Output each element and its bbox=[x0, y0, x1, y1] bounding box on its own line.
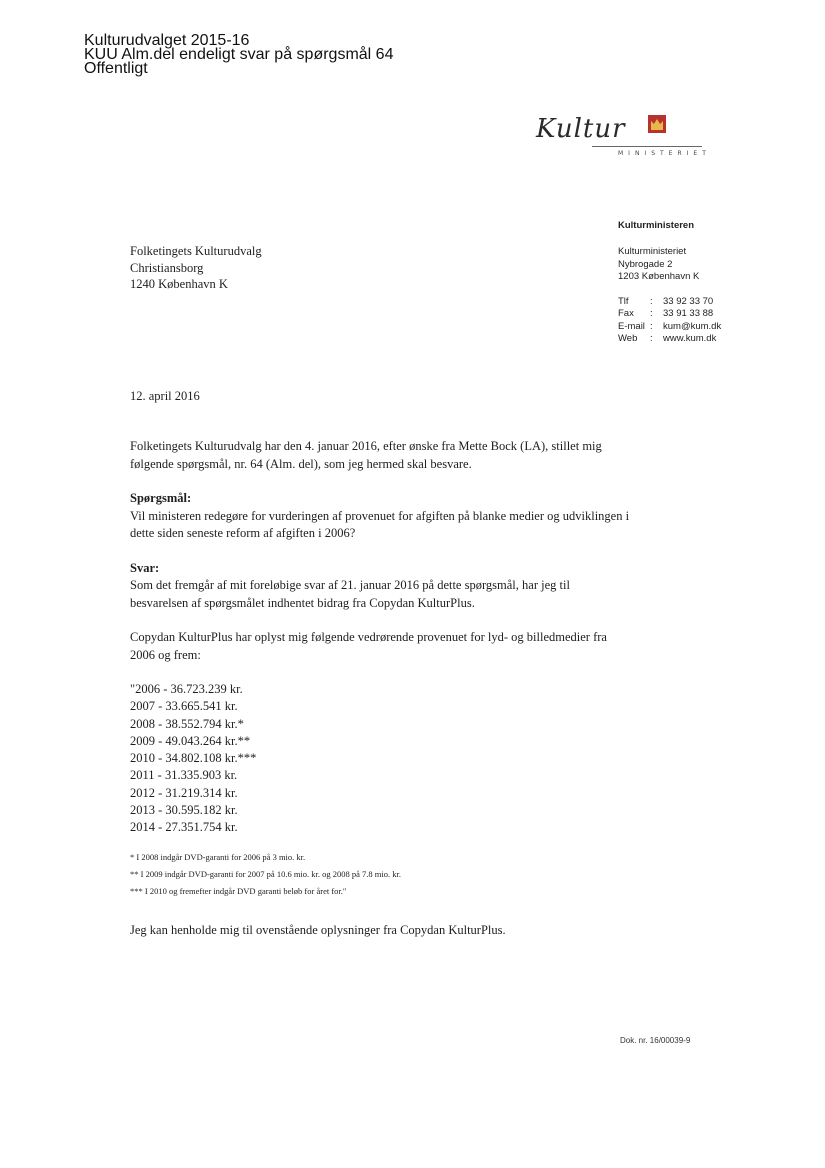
question-text: Vil ministeren redegøre for vurderingen af provenuet for afgiften på blanke medier og udviklingen i dette siden seneste reform af afgiften i 2006? bbox=[130, 508, 630, 540]
contact-separator: : bbox=[650, 333, 653, 344]
contact-row-phone bbox=[618, 296, 721, 309]
logo-rule bbox=[592, 146, 702, 147]
contact-row-web bbox=[618, 333, 721, 346]
revenue-list bbox=[130, 681, 630, 837]
contact-value: kum@kum.dk bbox=[663, 320, 722, 332]
revenue-item: 2014 - 27.351.754 kr. bbox=[130, 820, 238, 835]
question-section bbox=[130, 490, 630, 543]
contact-separator: : bbox=[650, 320, 653, 332]
contact-value: 33 92 33 70 bbox=[663, 295, 714, 307]
stamp-reference: KUU Alm.del endeligt svar på spørgsmål 64 bbox=[84, 46, 394, 63]
letter-date: 12. april 2016 bbox=[130, 389, 200, 403]
question-heading: Spørgsmål: bbox=[130, 491, 192, 505]
answer-heading: Svar: bbox=[130, 560, 160, 575]
stamp-status: Offentligt bbox=[84, 60, 148, 77]
recipient-address bbox=[130, 243, 262, 293]
footnotes bbox=[130, 849, 630, 900]
answer-lead: Copydan KulturPlus har oplyst mig følgende vedrørende provenuet for lyd- og billedmedier fra 2006 og frem: bbox=[130, 630, 607, 662]
letter-body bbox=[130, 438, 630, 956]
revenue-item: 2012 - 31.219.314 kr. bbox=[130, 785, 238, 800]
sender-address bbox=[618, 246, 721, 284]
contact-table bbox=[618, 296, 721, 346]
sender-block bbox=[618, 220, 721, 346]
contact-row-email bbox=[618, 321, 721, 334]
recipient-line: Christiansborg bbox=[130, 260, 204, 275]
revenue-item: 2013 - 30.595.182 kr. bbox=[130, 803, 238, 818]
answer-text: Som det fremgår af mit foreløbige svar af 21. januar 2016 på dette spørgsmål, har jeg til besvarelsen af spørgsmålet indhentet bidrag fra Copydan KulturPlus. bbox=[130, 578, 570, 610]
revenue-item: 2009 - 49.043.264 kr.** bbox=[130, 733, 251, 748]
crown-icon bbox=[648, 115, 666, 133]
footnote: ** I 2009 indgår DVD-garanti for 2007 på 10.6 mio. kr. og 2008 på 7.8 mio. kr. bbox=[130, 868, 402, 879]
footnote: *** I 2010 og fremefter indgår DVD garanti beløb for året for." bbox=[130, 885, 347, 896]
ministry-logo bbox=[528, 114, 728, 162]
document-number: Dok. nr. 16/00039-9 bbox=[620, 1036, 691, 1045]
logo-subtitle: MINISTERIET bbox=[618, 150, 711, 157]
contact-row-fax bbox=[618, 308, 721, 321]
revenue-item: 2010 - 34.802.108 kr.*** bbox=[130, 751, 257, 766]
revenue-item: 2008 - 38.552.794 kr.* bbox=[130, 716, 244, 731]
sender-address-line: Kulturministeriet bbox=[618, 246, 687, 257]
recipient-line: 1240 København K bbox=[130, 277, 228, 291]
revenue-item: "2006 - 36.723.239 kr. bbox=[130, 682, 243, 696]
stamp-committee: Kulturudvalget 2015-16 bbox=[84, 32, 250, 49]
contact-label: Fax bbox=[618, 308, 634, 319]
sender-title: Kulturministeren bbox=[618, 220, 695, 231]
contact-value: www.kum.dk bbox=[663, 333, 717, 344]
revenue-item: 2007 - 33.665.541 kr. bbox=[130, 699, 238, 714]
revenue-item: 2011 - 31.335.903 kr. bbox=[130, 768, 238, 783]
document-stamp bbox=[84, 34, 393, 76]
closing-paragraph: Jeg kan henholde mig til ovenstående oplysninger fra Copydan KulturPlus. bbox=[130, 922, 506, 937]
contact-label: Web bbox=[618, 333, 638, 344]
logo-wordmark: Kultur bbox=[536, 114, 626, 144]
contact-value: 33 91 33 88 bbox=[663, 308, 714, 319]
sender-address-line: 1203 København K bbox=[618, 271, 700, 282]
contact-label: E-mail bbox=[618, 320, 645, 332]
contact-label: Tlf bbox=[618, 295, 629, 307]
answer-section bbox=[130, 560, 630, 613]
sender-address-line: Nybrogade 2 bbox=[618, 258, 673, 270]
recipient-line: Folketingets Kulturudvalg bbox=[130, 244, 262, 258]
contact-separator: : bbox=[650, 308, 653, 319]
intro-paragraph: Folketingets Kulturudvalg har den 4. januar 2016, efter ønske fra Mette Bock (LA), stillet mig følgende spørgsmål, nr. 64 (Alm. del), som jeg hermed skal besvare. bbox=[130, 439, 602, 471]
contact-separator: : bbox=[650, 295, 653, 307]
footnote: * I 2008 indgår DVD-garanti for 2006 på 3 mio. kr. bbox=[130, 851, 306, 862]
